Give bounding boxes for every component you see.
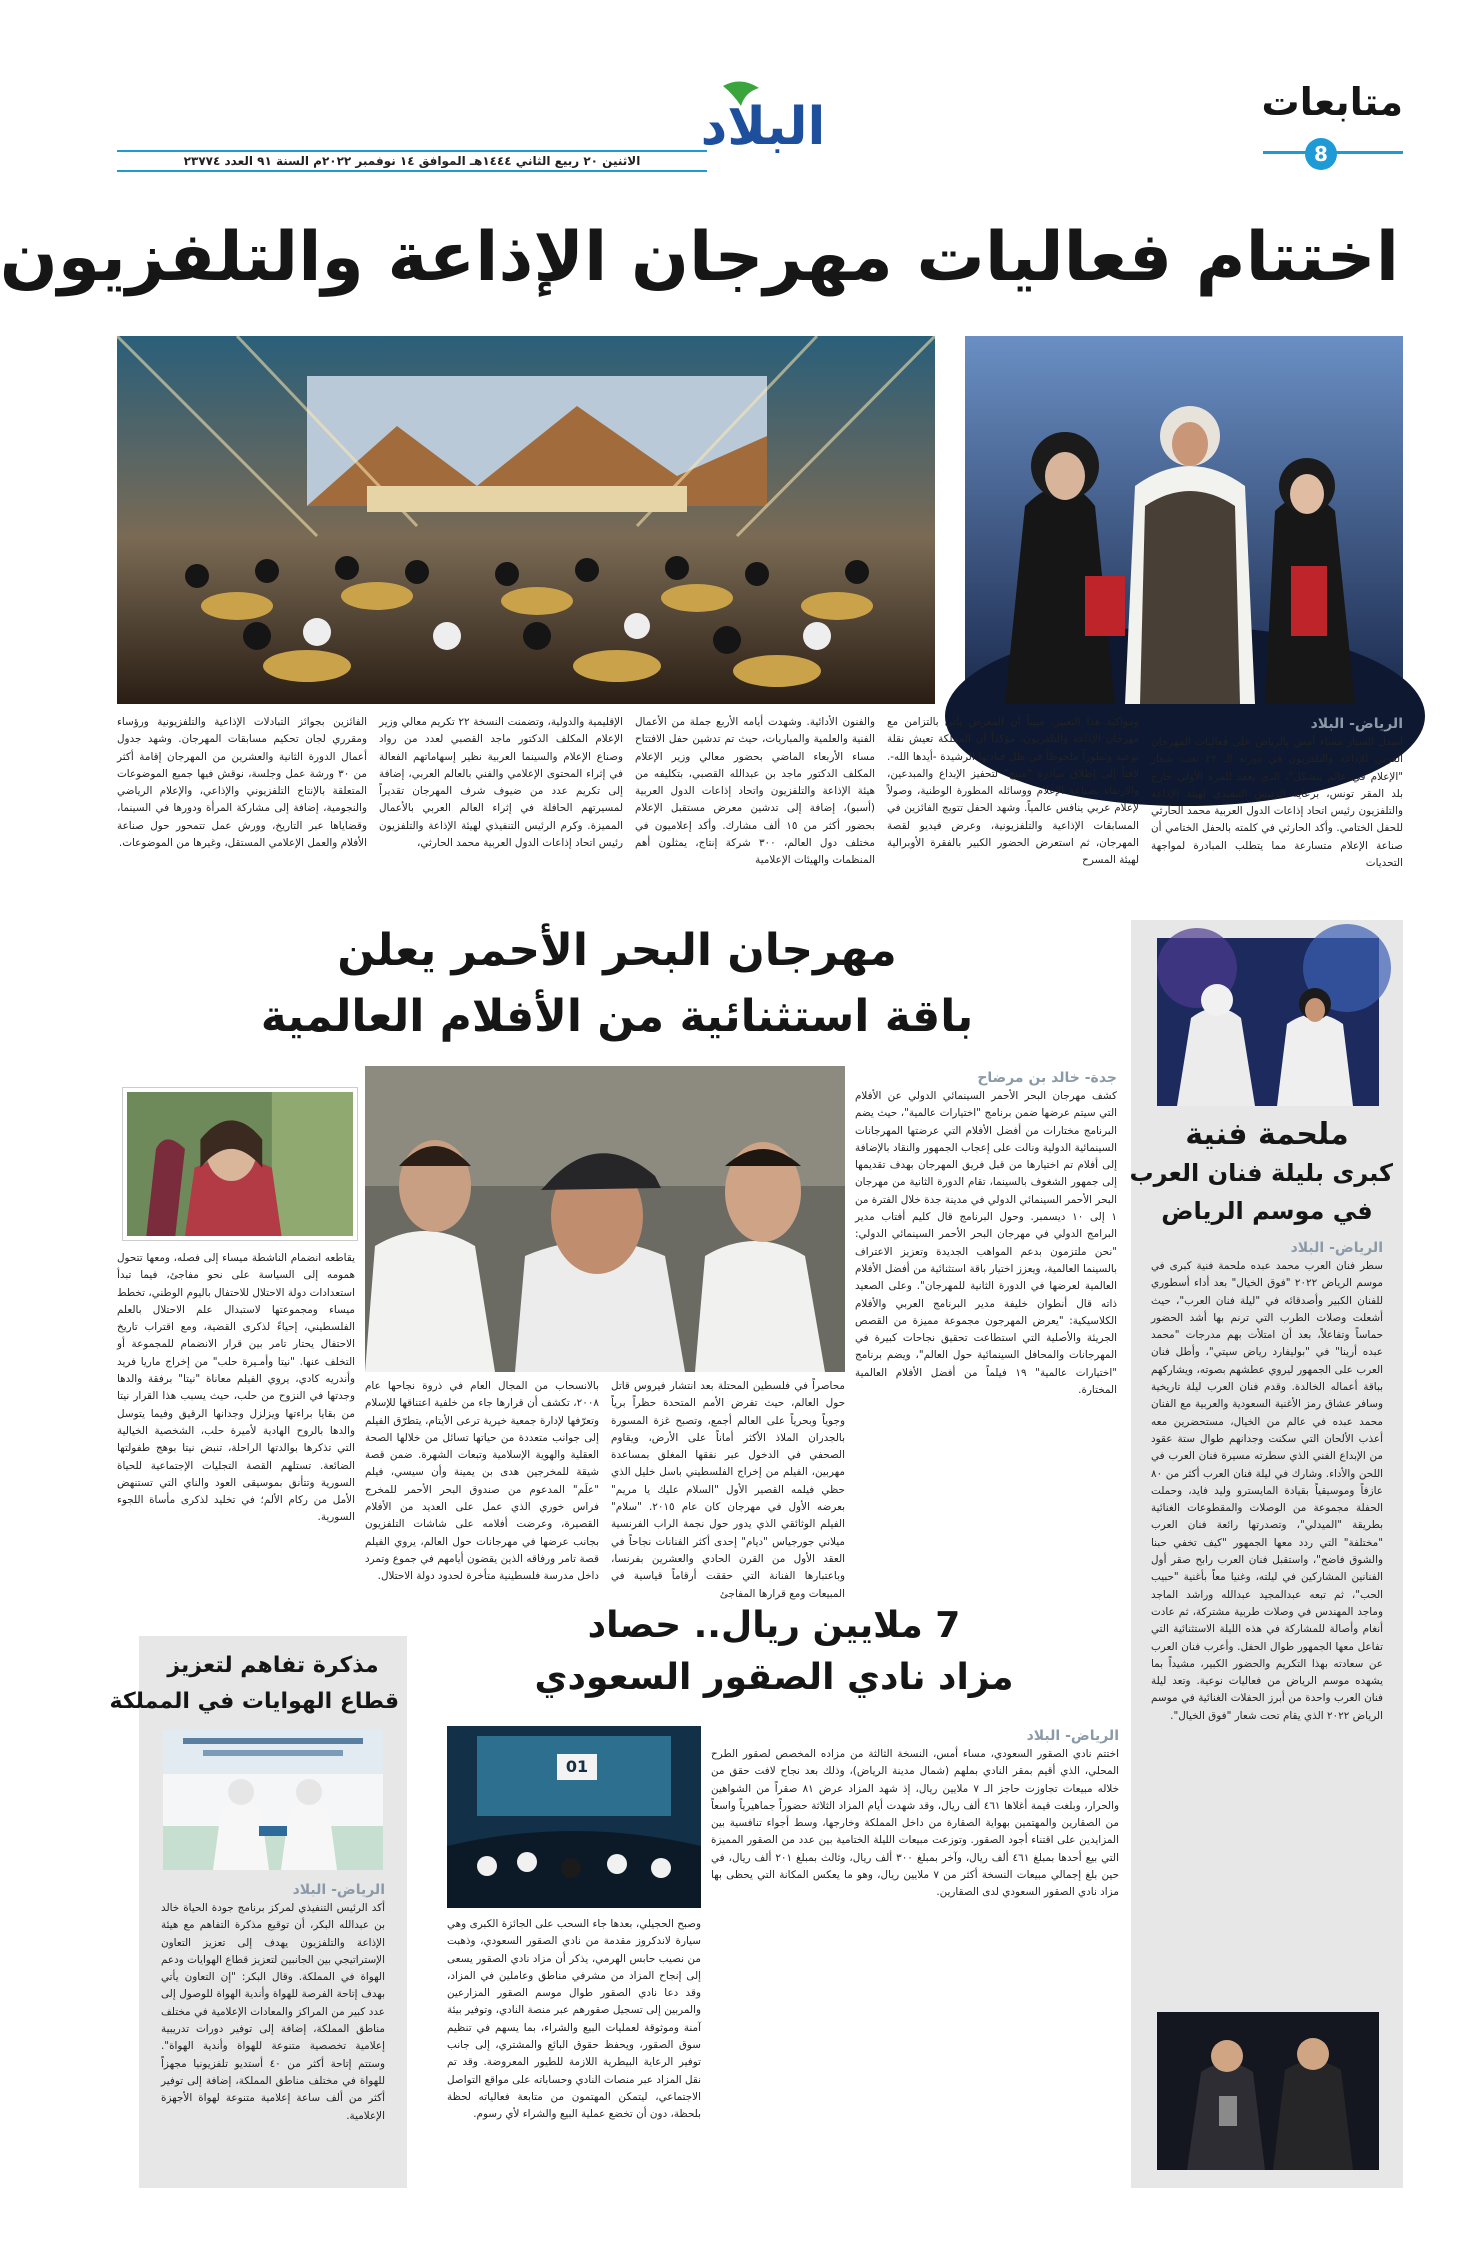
dateline-bar: الاثنين ٢٠ ربيع الثاني ١٤٤٤هـ الموافق ١٤ نوفمبر ٢٠٢٢م السنة ٩١ العدد ٢٣٧٧٤ xyxy=(117,150,707,172)
lead-column-3: والفنون الأدائية. وشهدت أيامه الأربع جملة من الأعمال الفنية والعلمية والمباريات، حيث تم تدشين حفل الافتتاح مساء الأربعاء الماضي بحضور معالي وزير الإعلام المكلف الدكتور ماجد بن عبدالله القصبي، بتكليفه من هيئة الإذاعة والتلفزيون واتحاد إذاعات الدول العربية (أسبو)، إضافة إلى تدشين معرض مستقبل الإعلام بحضور أكثر من ١٥ ألف مشارك. وأكد إعلاميون في مختلف دول العالم، ٣٠٠ شركة إنتاج، يمثلون أهم المنظمات والهيئات الإعلامية xyxy=(635,716,875,867)
memo-box xyxy=(109,1636,407,2188)
falcon-auction-photo xyxy=(447,1726,701,1908)
memo-body: الرياض- البلاد أكد الرئيس التنفيذي لمركز برنامج جودة الحياة خالد بن عبدالله البكر، أن توقيع مذكرة التفاهم مع هيئة الإذاعة والتلفزيون يهدف إلى تعزيز التعاون الإستراتيجي بين الجانبين لتعزيز قطاع الهوايات ودعم الهواة في المملكة. وقال البكر: "إن التعاون يأتي بهدف إتاحة الفرصة للهواة وأندية الهواة للوصول إلى عدد كبير من المراكز والمعادات الإعلامية في مختلف مناطق المملكة، إضافة إلى توفير دورات تدريبية إعلامية تخصصية متنوعة للهواة وأندية الهواة". وستتم إتاحة أكثر من ٤٠ أستديو تلفزيونيا مجهزاً للهواة في مختلف مناطق المملكة، إضافة إلى توفير أكثر من ألف ساعة إعلامية متنوعة لهواة الأجهزة الإعلامية. xyxy=(161,1882,385,2122)
newspaper-logo xyxy=(693,78,833,157)
sidebar-body: الرياض- البلاد سطر فنان العرب محمد عبده ملحمة فنية كبرى في موسم الرياض ٢٠٢٢ "فوق الخيال" بعد أداء أسطوري للفنان الكبير وأصدقائه في "ليلة فنان العرب"، حيث أشعلت وصلات الطرب التي ترنم بها أشد الحضور حماساً وتفاعلاً، بعد أن امتلأت بهم مدرجات "محمد عبده أرينا" في "بوليفارد رياض سيتي"، وأطل فنان العرب على الجمهور ليروي عطشهم بصوته، ويشاركهم بباقة أعماله الخالدة. وقدم فنان العرب ليلة تاريخية وسافر عشاق رمز الأغنية السعودية والعربية مع الفنان محمد عبده في عالم من الخيال، مستحضرين معه أعذب الألحان التي سكنت وجدانهم طوال ستة عقود من الإبداع الفني الذي سطرته مسيرة فنان العرب في اللحن والأداء. وشارك في ليلة فنان العرب أكثر من ٨٠ عازفاً وموسيقياً بقيادة المايسترو وليد فايد، وحملت الحفلة مجموعة من الوصلات والمقطوعات الغنائية بطريقة "الميدلي"، وتصدرتها رائعة فنان العرب "مختلفة" التي ردد معها الجمهور "كيف تخفي حبنا والشوق فاضح"، واستقبل فنان العرب رابح صقر أول الفنانين المشاركين في ليلته، وغنيا معاً بأغنية "حبيب الحب"، ثم تبعه عبدالمجيد عبدالله وراشد الماجد وماجد المهندس في وصلات طربية مشتركة، ثم عادت أنغام وأصالة للمشاركة في هذه الليلة الاستثنائية التي تفاعل معها الجمهور طوال الحفل. وأعرب فنان العرب عن سعادته بهذا التكريم والحضور الكبير، مشيداً بما يشهده موسم الرياض من فعاليات نوعية. وتعد ليلة فنان العرب واحدة من أبرز الحفلات الغنائية في موسم الرياض ٢٠٢٢ الذي يقام تحت شعار "فوق الخيال". xyxy=(1151,1240,1383,1722)
film-column-1: جدة- خالد بن مرضاح كشف مهرجان البحر الأحمر السينمائي الدولي عن الأفلام التي سيتم عرضها ضمن برنامج "اختيارات عالمية"، حيث يضم البرنامج مختارات من أفضل الأفلام التي عرضتها المهرجانات السينمائية الدولية ونالت على إعجاب الجمهور والنقاد بالإضافة إلى أفلام تم اختيارها من قبل فريق المهرجان بهدف تقديمها إلى جمهور الشغوف بالسينما، تقام الدورة الثانية من مهرجان البحر الأحمر السينمائي الدولي في مدينة جدة خلال الفترة من ١ إلى ١٠ ديسمبر. وحول البرنامج قال كليم أفتاب مدير البرامج الدولي في مهرجان البحر الأحمر السينمائي الدولي: "نحن ملتزمون بدعم المواهب الجديدة وتعزيز الاعتراف بالسينما العالمية، ويعزز اختيار باقة استثنائية من أفضل الأفلام العالمية لعرضها في الدورة الثانية للمهرجان". وعلى الصعيد ذاته قال أنطوان خليفة مدير البرنامج العربي والأفلام الكلاسيكية: "يعرض المهرجون مجموعة مميزة من القصص الجريئة والأصلية التي استطاعت تحقيق نجاحات كبيرة في المهرجانات والمحافل السينمائية حول العالم"، ويضم برنامج "اختيارات عالمية" ١٩ فيلماً من أفضل الأفلام العالمية المختارة. xyxy=(855,1070,1117,1397)
auction-lot-badge: 01 xyxy=(557,1754,597,1780)
musician-duo-photo xyxy=(1157,2012,1379,2170)
lead-column-4: الإقليمية والدولية، وتضمنت النسخة ٢٢ تكريم معالي وزير الإعلام المكلف الدكتور ماجد القصبي لعدد من رواد وصناع الإعلام والسينما العربية نظير إسهاماتهم الفعالة في إثراء المحتوى الإعلامي والفني بالعالم العربي، إضافة إلى تكريم عدد من ضيوف شرف المهرجان تقديراً لمسيرتهم الحافلة في إثراء العالم العربي بالأعمال المميزة. وكرم الرئيس التنفيذي لهيئة الإذاعة والتلفزيون رئيس اتحاد إذاعات الدول العربية محمد الحارثي، xyxy=(379,716,623,850)
falcons-dateline: الرياض- البلاد xyxy=(1026,1728,1119,1744)
section-title: متابعات xyxy=(1261,80,1403,124)
falcons-headline: 7 ملايين ريال.. حصاد مزاد نادي الصقور السعودي xyxy=(534,1605,1014,1698)
film-column-2: محاصراً في فلسطين المحتلة بعد انتشار فيروس قاتل حول العالم، حيث تفرض الأمم المتحدة حظراً برياً وجوياً وبحرياً على العالم أجمع، وتصبح غزة المسورة بالجدران الملاذ الأكثر أماناً على الأرض، ويقاوم الصحفي في الدخول عبر نفقها المغلق بمساعدة مهربين، الفيلم من إخراج الفلسطيني باسل خليل الذي حظي فيلمه القصير الأول "السلام عليك يا مريم" بعرضه الأول في مهرجان كان عام ٢٠١٥. "سلام" الفيلم الوثائقي الذي يدور حول نجمة الراب الفرنسية ميلاني جورجياس "ديام" إحدى أكثر الفنانات نجاحاً في العقد الأول من القرن الحادي والعشرين بفرنسا، وباعتبارها الفنانة التي حققت أرقاماً قياسية في المبيعات ومع قرارها المفاجئ xyxy=(611,1380,845,1600)
masthead xyxy=(49,0,1469,180)
festival-stage-photo xyxy=(117,336,935,704)
memo-signing-photo xyxy=(163,1730,383,1870)
film-column-4: يقاطعه انضمام الناشطة ميساء إلى فصله، ومعها تتحول همومه إلى السياسة على نحو مفاجئ، فيما تبدأ استعدادات دولة الاحتلال للاحتفال باليوم الوطني، تخطط ميساء ومجموعتها لاستبدال علم الاحتلال بالعلم الفلسطيني، إحياءً لذكرى القضية، ومع اقتراب تاريخ الاحتفال يحتار تامر بين قرار الانضمام للمجموعة أو التخلف عنها. "نيتا وأمـيرة حلب" من إخراج ماريا فريد وأندريه كادي، يروي الفيلم معاناة "نيتا" برفقة والدها وجدتها في النزوح من حلب، حيث يسبب هذا القرار نيتا من بقايا براءتها ويزلزل وجدانها الرقيق وفيما يتوسل والدها بالروح الهادية لأميرة حلب، الشخصية الخيالية التي تذكرها بوالدتها الراحلة، تنبض نيتا بوهج طفولتها الضائعة. تستلهم القصة التجليات الإجتماعية للحياة السورية وتتأنق بموسيقى العود والناي التي تستنهض الأمل من ركام الألم؛ في تخليد لذكرى مأساة اللجوء السورية. xyxy=(117,1252,355,1524)
section-rule xyxy=(1263,138,1403,168)
falcons-column-1: الرياض- البلاد اختتم نادي الصقور السعودي، مساء أمس، النسخة الثالثة من مزاده المخصص لصقور الطرح المحلي، الذي أقيم بمقر النادي بملهم (شمال مدينة الرياض)، وذلك بعد نجاح لافت حقق من خلاله مبيعات تجاوزت حاجز الـ ٧ ملايين ريال، إذ شهد المزاد عرض ٨١ صقراً من الشواهين والحرار، وبلغت قيمة أغلاها ٤٦١ ألف ريال، وقد شهدت أيام المزاد الثلاثة حضوراً جماهيرياً واسعاً من الصقارين والمهتمين بهواية الصقارة من داخل المملكة وخارجها، وسط أجواء تنافسية بين المزايدين على اقتناء أجود الصقور. وتوزعت مبيعات الليلة الختامية بين عدد من الصقور المميزة التي بيع أحدها بمبلغ ٤٦١ ألف ريال، وآخر بمبلغ ٣٠٠ ألف ريال، وثالث بمبلغ ٢٠١ ألف ريال، في حين بلغ إجمالي مبيعات النسخة أكثر من ٧ ملايين ريال، وهو ما يعكس المكانة التي يحظى بها مزاد نادي الصقور السعودي لدى الصقارين. xyxy=(711,1728,1119,1899)
lead-headline: اختتام فعاليات مهرجان الإذاعة والتلفزيون xyxy=(0,218,1399,297)
film-column-3: بالانسحاب من المجال العام في ذروة نجاحها عام ٢٠٠٨، تكشف أن قرارها جاء من خلفية اعتناقها للإسلام وتعرّفها لإدارة جمعية خيرية ترعى الأيتام، يتطرّق الفيلم إلى جوانب متعددة من حياتها تسائل من خلالها الصحة العقلية والهوية الإسلامية وتبعات الشهرة. ضمن قصة شيقة للمخرجين هدى بن يمينة وأن سيسي، فيلم "علَم" المدعوم من صندوق البحر الأحمر للمخرج فراس خوري الذي عمل على العديد من الأفلام القصيرة، وعرضت أفلامه على شاشات التلفزيون بجانب عرضها في مهرجانات حول العالم، يروي الفيلم قصة تامر ورفاقه الذين يقضون أيامهم في جموع وتمرد داخل مدرسة فلسطينية متأخرة لحدود دولة الاحتلال. xyxy=(365,1380,599,1583)
sidebar-dateline: الرياض- البلاد xyxy=(1290,1240,1383,1256)
memo-dateline: الرياض- البلاد xyxy=(292,1882,385,1898)
sidebar-headline: ملحمة فنية كبرى بليلة فنان العرب في موسم الرياض xyxy=(1129,1117,1393,1225)
sidebar-box xyxy=(1131,920,1403,2188)
concert-singers-photo xyxy=(1157,938,1379,1106)
film-headline: مهرجان البحر الأحمر يعلن باقة استثنائية من الأفلام العالمية xyxy=(260,925,974,1042)
film-dateline: جدة- خالد بن مرضاح xyxy=(977,1070,1117,1086)
lead-column-2: ومواكبة هذا التغيير، مبيناً أن المعرض يأتي بالتزامن مع مهرجان الإذاعة والتلفزيون، مؤكداً أن المملكة تعيش نقلة نوعية وتطوراً ملحوظاً في ظل قيادتها الرشيدة -أيدها الله-. لافتاً إلى إطلاق مبادرة "منتج" لتحفيز الإبداع والمبدعين، والارتقاء بصناعة الإعلام ووسائله المطورة الوطنية، وصولاً لإعلام عربي ينافس عالمياً. وشهد الحفل تتويج الفائزين في المسابقات الإذاعية والتلفزيونية، وعرض فيديو لقصة المهرجان، ثم استعرض الحضور الكبير بالفقرة الأوبرالية لهيئة المسرح xyxy=(887,716,1139,867)
page-number: 8 xyxy=(1305,138,1337,170)
memo-headline: مذكرة تفاهم لتعزيز قطاع الهوايات في المملكة xyxy=(109,1653,399,1714)
svg-text:البلاد: البلاد xyxy=(700,97,826,157)
logo-mark-icon xyxy=(693,78,833,157)
lead-column-1: الرياض- البلاد أسدل الستار مساء أمس بالرياض على فعاليات المهرجان العربي للإذاعة والتلفزيون في دورته الـ ٢٢ تحت شعار "الإعلام في عالم يتشكل"، الذي يعقد للمرة الأولى خارج بلد المقر تونس، برعاية الرئيس التنفيذي لهيئة الإذاعة والتلفزيون رئيس اتحاد إذاعات الدول العربية محمد الحارثي للحفل الختامي. وأكد الحارثي في كلمته بالحفل الختامي أن صناعة الإعلام متسارعة مما يتطلب المبادرة لمواجهة التحديات xyxy=(1151,716,1403,870)
award-ceremony-photo xyxy=(965,336,1403,704)
lead-column-5: الفائزين بجوائز التبادلات الإذاعية والتلفزيونية ورؤساء ومقرري لجان تحكيم مسابقات المهرجان. وشهد جدول أعمال الدورة الثانية والعشرين من المهرجان إقامة أكثر من ٣٠ ورشة عمل وجلسة، نوقش فيها جميع الموضوعات المتعلقة بالإنتاج التلفزيوني والإذاعي، والإعلام الرياضي والنجومية، إضافة إلى مشاركة المرأة ودورها في السينما، وقضاياها عبر التاريخ، وورش عمل تتمحور حول صناعة الأفلام والعمل الإعلامي المستقل، وغيرها من الموضوعات. xyxy=(117,716,367,850)
young-men-film-photo xyxy=(365,1066,845,1372)
lead-dateline: الرياض- البلاد xyxy=(1310,716,1403,732)
falcons-column-2: وصبح الحجيلي، بعدها جاء السحب على الجائزة الكبرى وهي سيارة لاندكروز مقدمة من نادي الصقور السعودي، وذهبت من نصيب حابس الهرمي، يذكر أن مزاد نادي الصقور يسعى إلى إنجاح المزاد من مشرفي مناطق وعاملين في المزاد، وقد دعا نادي الصقور طوال موسم الصقور المزارعين والمربين إلى تسجيل صقورهم عبر منصة النادي، وتوفير بيئة آمنة وموثوقة لعمليات البيع والشراء، بما يسهم في تنظيم سوق الصقور، ويحفظ حقوق البائع والمشتري، إلى جانب توفير الرعاية البيطرية اللازمة للطيور المعروضة. وقد تم نقل المزاد عبر منصات النادي وحساباته على مواقع التواصل الاجتماعي، ليتمكن المهتمون من متابعة فعالياته لحظة بلحظة، دون أن تخضع عملية البيع والشراء لأي رسوم. xyxy=(447,1918,701,2121)
girl-film-still-photo xyxy=(123,1088,357,1240)
